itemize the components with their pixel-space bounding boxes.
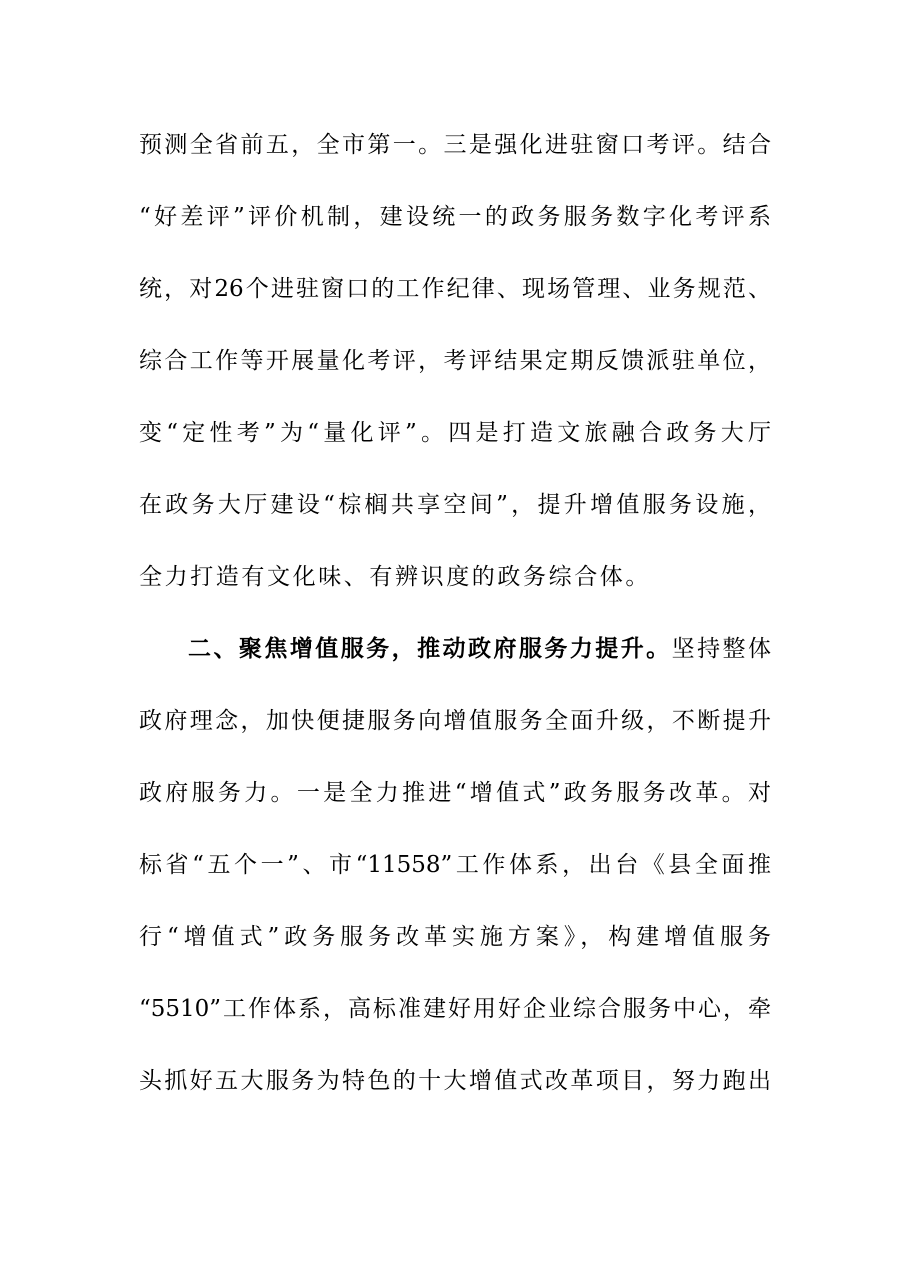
paragraph-line: “5510”工作体系，高标准建好用好企业综合服务中心，牵 (139, 996, 771, 1022)
paragraph-line: 变“定性考”为“量化评”。四是打造文旅融合政务大厅 (139, 420, 771, 446)
section-heading: 二、聚焦增值服务，推动政府服务力提升。 (188, 635, 672, 662)
paragraph-line: 政府服务力。一是全力推进“增值式”政务服务改革。对 (139, 780, 771, 806)
paragraph-line: 综合工作等开展量化考评，考评结果定期反馈派驻单位， (139, 348, 771, 374)
paragraph-line: 行“增值式”政务服务改革实施方案》，构建增值服务 (139, 924, 771, 950)
paragraph-line: 全力打造有文化味、有辨识度的政务综合体。 (139, 564, 651, 590)
paragraph-line: “好差评”评价机制，建设统一的政务服务数字化考评系 (139, 204, 771, 230)
section-heading-line (188, 629, 771, 669)
paragraph-line: 预测全省前五，全市第一。三是强化进驻窗口考评。结合 (139, 132, 771, 158)
paragraph-line: 标省“五个一”、市“11558”工作体系，出台《县全面推 (139, 852, 771, 878)
paragraph-line: 头抓好五大服务为特色的十大增值式改革项目，努力跑出 (139, 1068, 771, 1094)
paragraph-line: 统，对26个进驻窗口的工作纪律、现场管理、业务规范、 (139, 276, 771, 302)
paragraph-line: 政府理念，加快便捷服务向增值服务全面升级，不断提升 (139, 708, 771, 734)
paragraph-line: 在政务大厅建设“棕榈共享空间”，提升增值服务设施， (139, 492, 771, 518)
section-heading-continuation: 坚持整体 (671, 636, 772, 662)
